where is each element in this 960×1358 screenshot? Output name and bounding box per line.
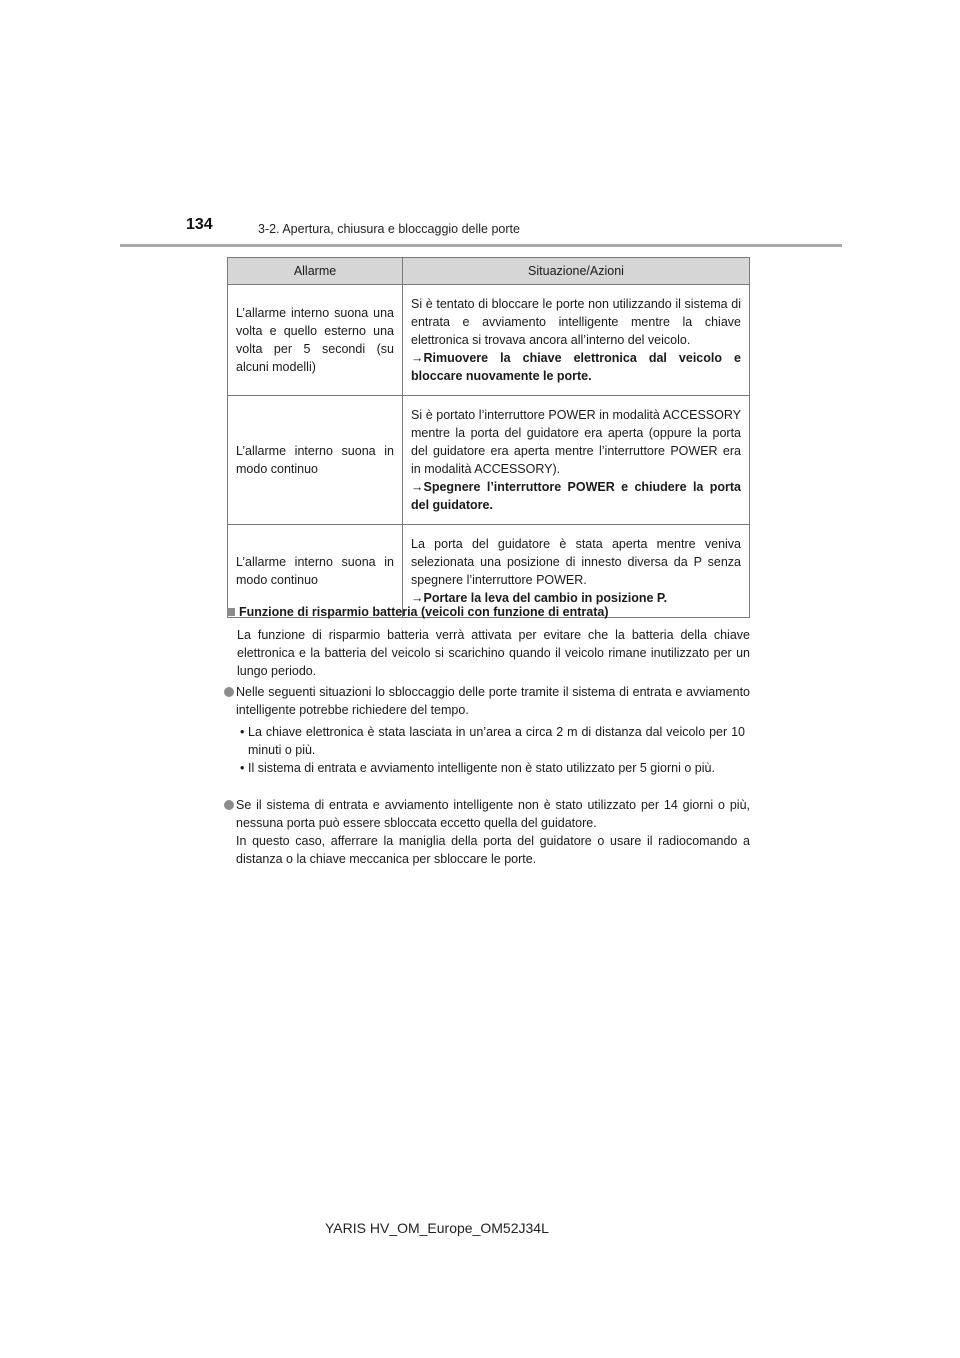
action-text: Rimuovere la chiave elettronica dal veicolo e bloccare nuovamente le porte. [411, 351, 741, 383]
situation-text: Si è portato l’interruttore POWER in modalità ACCESSORY mentre la porta del guidatore era aperta (oppure la porta del guidatore era aperta mentre l’interruttore POWER era in modalità ACCESSORY). [411, 408, 741, 476]
dot-bullet-icon: • [240, 725, 245, 739]
header-rule [120, 244, 842, 247]
table-row [228, 396, 750, 525]
dash-text: La chiave elettronica è stata lasciata in un’area a circa 2 m di distanza dal veicolo per 10 minuti o più. [248, 725, 745, 757]
situation-cell [403, 285, 750, 396]
dash-text: Il sistema di entrata e avviamento intelligente non è stato utilizzato per 5 giorni o più. [248, 761, 715, 775]
bullet-text: Se il sistema di entrata e avviamento intelligente non è stato utilizzato per 14 giorni o più, nessuna porta può essere sbloccata eccetto quella del guidatore. [236, 798, 750, 830]
section-title: 3-2. Apertura, chiusura e bloccaggio delle porte [258, 222, 520, 236]
page-number: 134 [186, 216, 213, 233]
table-row [228, 285, 750, 396]
situation-text: Si è tentato di bloccare le porte non utilizzando il sistema di entrata e avviamento intelligente mentre la chiave elettronica si trovava ancora all’interno del veicolo. [411, 297, 741, 347]
dash-item [227, 759, 745, 777]
sub-heading-text: Funzione di risparmio batteria (veicoli con funzione di entrata) [239, 605, 609, 619]
battery-saving-intro: La funzione di risparmio batteria verrà attivata per evitare che la batteria della chiave elettronica e la batteria del veicolo si scarichino quando il veicolo rimane inutilizzato per un lungo periodo. [237, 628, 750, 678]
dash-item [227, 723, 745, 759]
battery-saving-heading [227, 603, 750, 621]
table-header-row [228, 258, 750, 285]
arrow-symbol: → [411, 351, 424, 365]
footer-doc-code: YARIS HV_OM_Europe_OM52J34L [325, 1220, 549, 1236]
square-bullet-icon [227, 608, 235, 616]
arrow-symbol: → [411, 480, 424, 494]
circle-bullet-icon [224, 800, 234, 810]
alarm-cell: L’allarme interno suona una volta e quello esterno una volta per 5 secondi (su alcuni modelli) [228, 285, 403, 396]
dot-bullet-icon: • [240, 761, 245, 775]
alarm-cell: L’allarme interno suona in modo continuo [228, 525, 403, 618]
bullet-item [225, 683, 750, 719]
circle-bullet-icon [224, 687, 234, 697]
arrow-symbol: → [411, 591, 424, 605]
action-text: Spegnere l’interruttore POWER e chiudere la porta del guidatore. [411, 480, 741, 512]
alarm-cell: L’allarme interno suona in modo continuo [228, 396, 403, 525]
bullet-item [225, 796, 750, 868]
situation-text: La porta del guidatore è stata aperta mentre veniva selezionata una posizione di innesto diversa da P senza spegnere l’interruttore POWER. [411, 537, 741, 587]
alarm-table [227, 257, 750, 618]
header-situation: Situazione/Azioni [403, 258, 750, 285]
action-text: Portare la leva del cambio in posizione P. [423, 591, 668, 605]
header-alarm: Allarme [228, 258, 403, 285]
bullet-text: In questo caso, afferrare la maniglia della porta del guidatore o usare il radiocomando a distanza o la chiave meccanica per sbloccare le porte. [236, 834, 750, 866]
bullet-text: Nelle seguenti situazioni lo sbloccaggio delle porte tramite il sistema di entrata e avviamento intelligente potrebbe richiedere del tempo. [236, 685, 750, 717]
situation-cell [403, 396, 750, 525]
